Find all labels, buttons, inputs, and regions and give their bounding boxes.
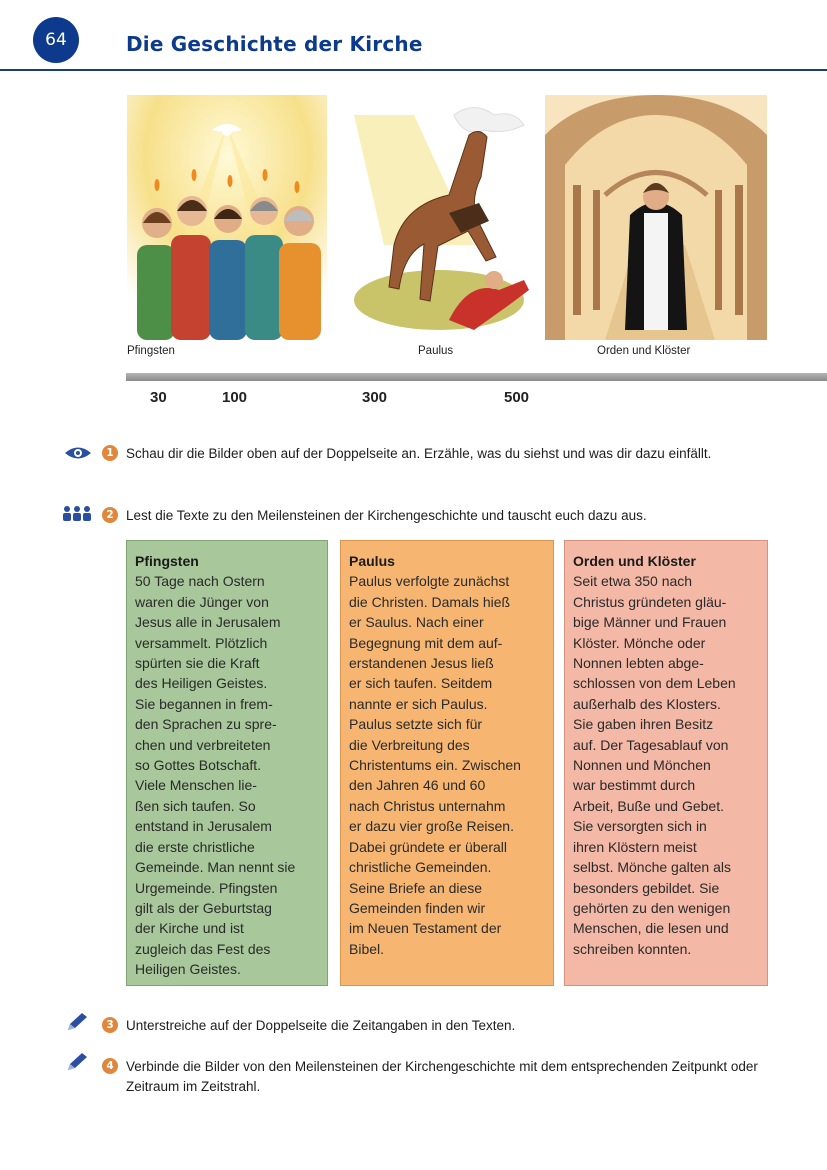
pentecost-illustration	[127, 95, 327, 340]
paulus-illustration	[354, 95, 529, 340]
box-text: 50 Tage nach Ostern waren die Jünger von Jesus alle in Jerusalem versammelt. Plötzlich spürten sie die Kraft des Heiligen Geistes. Sie begannen in frem- den Sprachen zu spre- chen und verbreiteten so Gottes Botschaft. Viele Menschen lie- ßen sich taufen. So entstand in Jerusalem die erste christliche Gemeinde. Man nennt sie Urgemeinde. Pfingsten gilt als der Geburtstag der Kirche und ist zugleich das Fest des Heiligen Geistes.	[135, 573, 296, 978]
page-number-badge	[33, 17, 79, 63]
timeline-year: 500	[504, 389, 530, 406]
task-number: 1	[102, 445, 118, 461]
timeline-bar	[126, 373, 827, 381]
page-title: Die Geschichte der Kirche	[126, 32, 423, 56]
box-title: Paulus	[349, 553, 395, 569]
caption-orden: Orden und Klöster	[597, 345, 691, 357]
task-number: 4	[102, 1058, 118, 1074]
text-box-paulus	[340, 540, 554, 986]
timeline-year: 100	[222, 389, 248, 406]
box-title: Pfingsten	[135, 553, 199, 569]
caption-paulus: Paulus	[418, 345, 454, 357]
group-icon	[62, 505, 92, 526]
monastery-illustration	[545, 95, 767, 340]
page-number: 64	[45, 30, 67, 50]
pencil-icon	[66, 1052, 90, 1077]
task-number: 2	[102, 507, 118, 523]
task-number: 3	[102, 1017, 118, 1033]
box-title: Orden und Klöster	[573, 553, 696, 569]
header-rule	[0, 69, 827, 71]
text-box-pfingsten	[126, 540, 328, 986]
task-text: Unterstreiche auf der Doppelseite die Zeitangaben in den Texten.	[126, 1018, 516, 1033]
box-text: Seit etwa 350 nach Christus gründeten gläu- bige Männer und Frauen Klöster. Mönche oder Nonnen lebten abge- schlossen von dem Leben außerhalb des Klosters. Sie gaben ihren Besitz auf. Der Tagesablauf von Nonnen und Mönchen war bestimmt durch Arbeit, Buße und Gebet. Sie versorgten sich in ihren Klöstern meist selbst. Mönche galten als besonders gebildet. Sie gehörten zu den wenigen Menschen, die lesen und schreiben konnten.	[573, 573, 736, 957]
pencil-icon	[66, 1012, 90, 1037]
task-text: Schau dir die Bilder oben auf der Doppelseite an. Erzähle, was du siehst und was dir dazu einfällt.	[126, 446, 712, 461]
box-text: Paulus verfolgte zunächst die Christen. Damals hieß er Saulus. Nach einer Begegnung mit dem auf- erstandenen Jesus ließ er sich taufen. Seitdem nannte er sich Paulus. Paulus setzte sich für die Verbreitung des Christentums ein. Zwischen den Jahren 46 und 60 nach Christus unternahm er dazu vier große Reisen. Dabei gründete er überall christliche Gemeinden. Seine Briefe an diese Gemeinden finden wir im Neuen Testament der Bibel.	[349, 573, 521, 957]
timeline-year: 30	[150, 389, 167, 406]
task-text: Lest die Texte zu den Meilensteinen der Kirchengeschichte und tauscht euch dazu aus.	[126, 508, 647, 523]
caption-pfingsten: Pfingsten	[127, 345, 175, 357]
task-text: Verbinde die Bilder von den Meilensteinen der Kirchengeschichte mit dem entsprechenden Zeitpunkt oder Zeitraum im Zeitstrahl.	[126, 1059, 758, 1094]
text-box-orden	[564, 540, 768, 986]
timeline-year: 300	[362, 389, 388, 406]
eye-icon	[64, 446, 92, 465]
